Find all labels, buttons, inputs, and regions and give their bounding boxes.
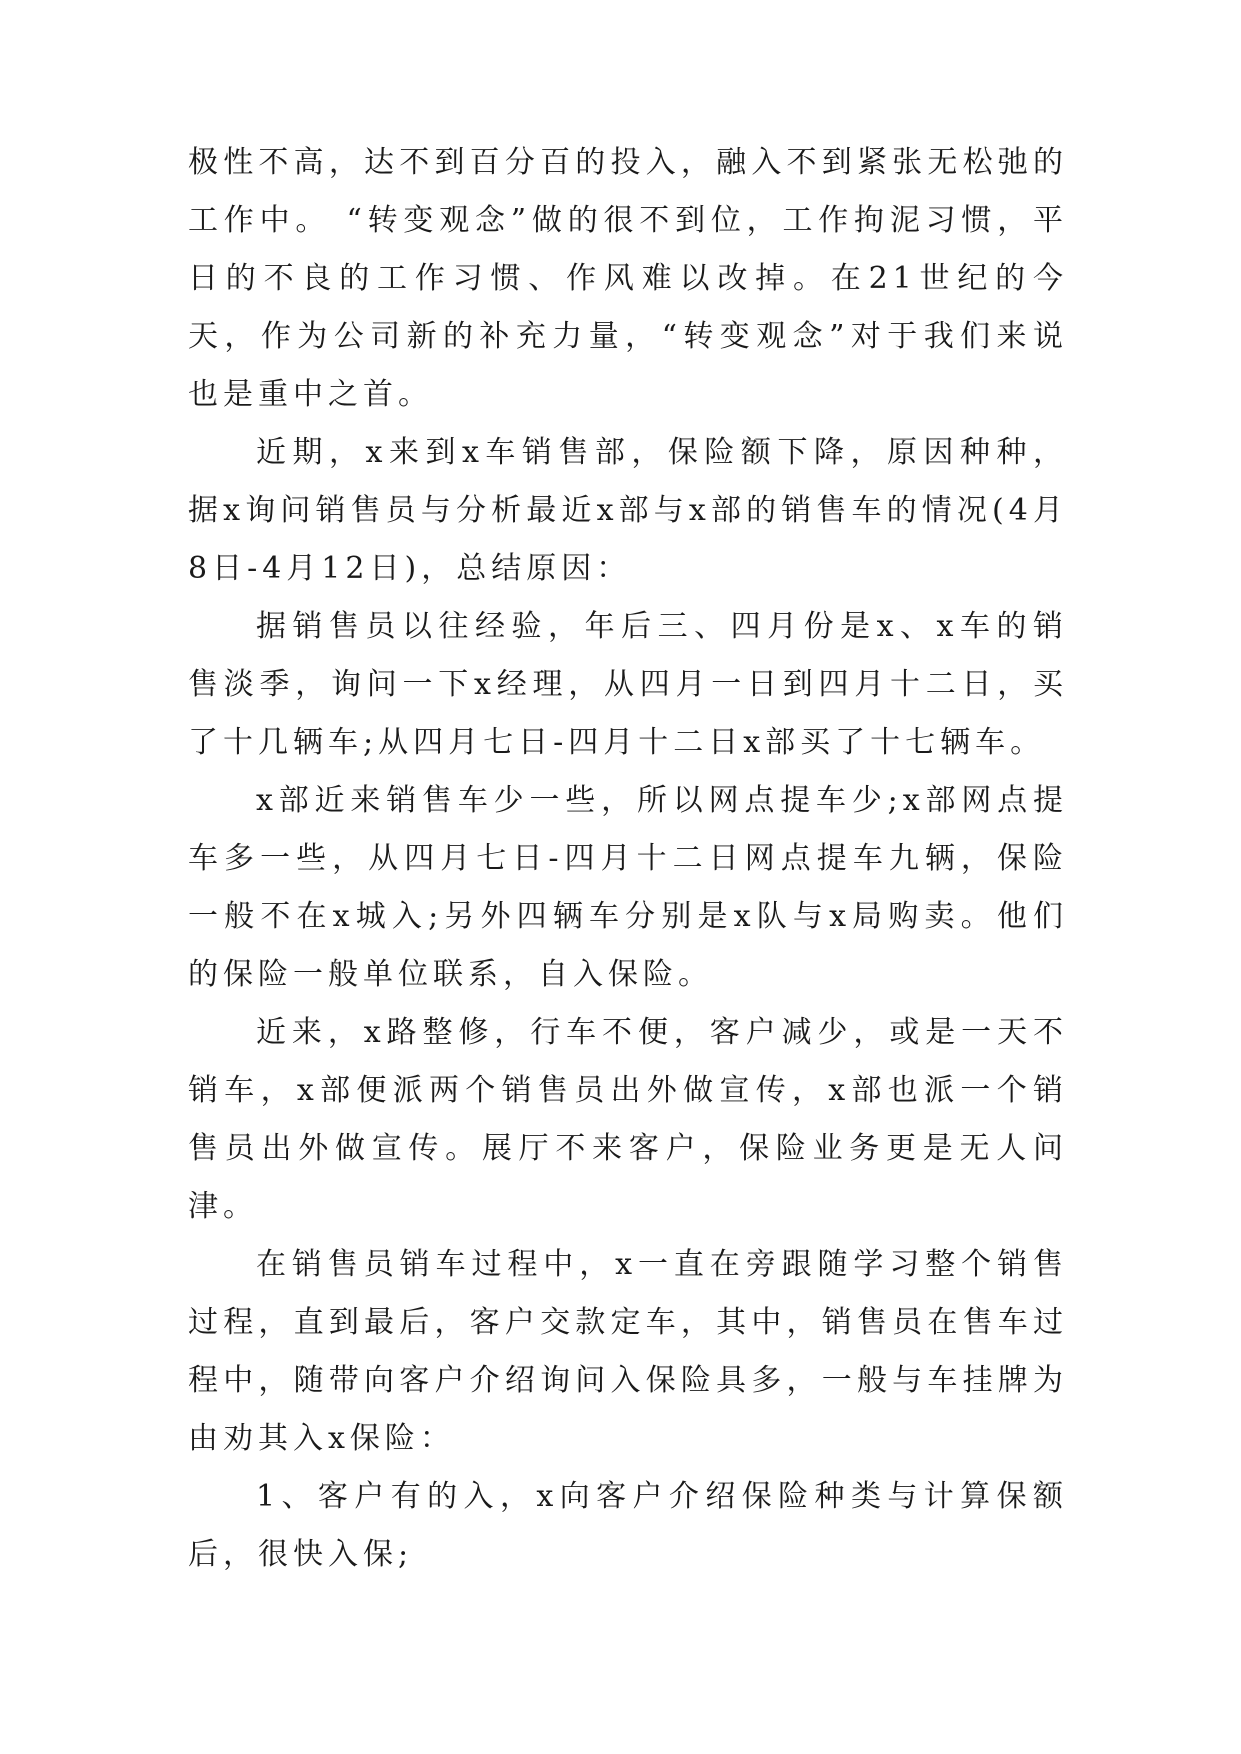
- paragraph-road-repair: 近来，x路整修，行车不便，客户减少，或是一天不销车，x部便派两个销售员出外做宣传，x部也派一个销售员出外做宣传。展厅不来客户，保险业务更是无人问津。: [188, 1015, 1068, 1224]
- paragraph-list-item-1: 1、客户有的入，x向客户介绍保险种类与计算保额后，很快入保;: [188, 1479, 1068, 1572]
- document-body: [188, 134, 1068, 1584]
- paragraph-continuation: 极性不高，达不到百分百的投入，融入不到紧张无松弛的工作中。 “转变观念”做的很不到位，工作拘泥习惯，平日的不良的工作习惯、作风难以改掉。在21世纪的今天，作为公司新的补充力量，“转变观念”对于我们来说也是重中之首。: [188, 145, 1068, 412]
- paragraph-recent-situation: 近期，x来到x车销售部，保险额下降，原因种种，据x询问销售员与分析最近x部与x部的销售车的情况(4月8日-4月12日)，总结原因：: [188, 435, 1068, 586]
- paragraph-pickup-points: x部近来销售车少一些，所以网点提车少;x部网点提车多一些，从四月七日-四月十二日网点提车九辆，保险一般不在x城入;另外四辆车分别是x队与x局购卖。他们的保险一般单位联系，自入保险。: [188, 783, 1068, 992]
- paragraph-sales-process: 在销售员销车过程中，x一直在旁跟随学习整个销售过程，直到最后，客户交款定车，其中，销售员在售车过程中，随带向客户介绍询问入保险具多，一般与车挂牌为由劝其入x保险：: [188, 1247, 1068, 1456]
- paragraph-off-season: 据销售员以往经验，年后三、四月份是x、x车的销售淡季，询问一下x经理，从四月一日到四月十二日，买了十几辆车;从四月七日-四月十二日x部买了十七辆车。: [188, 609, 1068, 760]
